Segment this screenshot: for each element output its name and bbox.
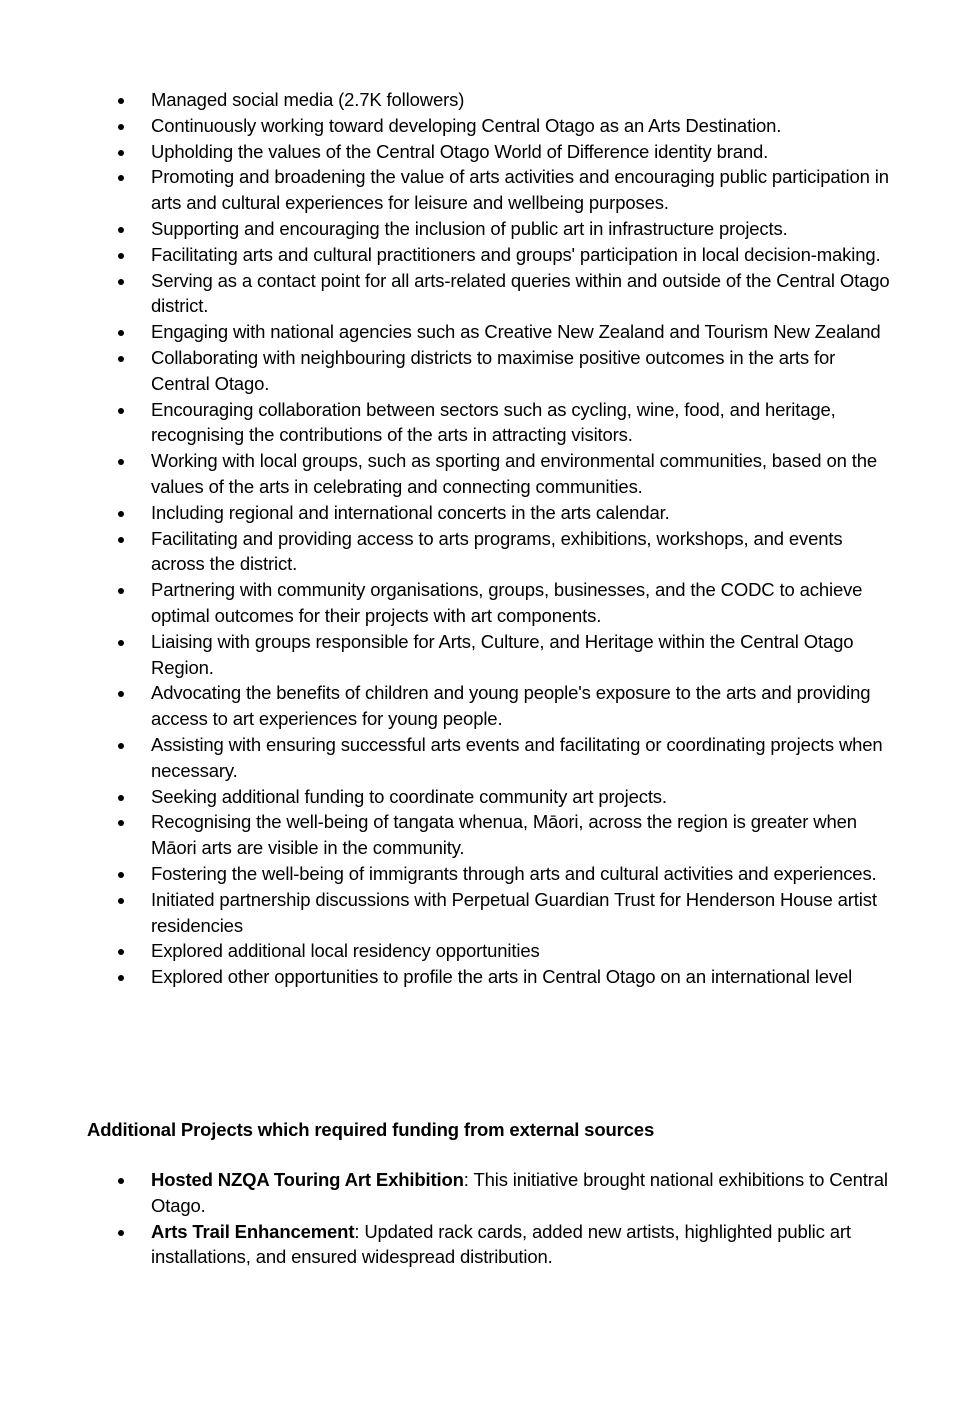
list-item-text: Serving as a contact point for all arts-related queries within and outside of the Central Otago district. xyxy=(151,269,890,317)
list-item xyxy=(116,500,896,526)
activities-list xyxy=(116,87,896,990)
bullet-icon xyxy=(118,150,124,156)
list-item xyxy=(116,526,896,578)
list-item xyxy=(116,964,896,990)
additional-projects-list xyxy=(116,1167,896,1270)
list-item xyxy=(116,680,896,732)
bullet-icon xyxy=(118,820,124,826)
list-item-text: Facilitating arts and cultural practitioners and groups' participation in local decision-making. xyxy=(151,243,881,265)
list-item-text: Encouraging collaboration between sectors such as cycling, wine, food, and heritage, recognising the contributions of the arts in attracting visitors. xyxy=(151,398,836,446)
list-item-text: Recognising the well-being of tangata whenua, Māori, across the region is greater when Māori arts are visible in the community. xyxy=(151,811,857,859)
bullet-icon xyxy=(118,175,124,181)
list-item-text: Facilitating and providing access to arts programs, exhibitions, workshops, and events across the district. xyxy=(151,527,843,575)
bullet-icon xyxy=(118,124,124,130)
list-item xyxy=(116,164,896,216)
bullet-icon xyxy=(118,795,124,801)
list-item-text: Engaging with national agencies such as Creative New Zealand and Tourism New Zealand xyxy=(151,321,881,343)
bullet-icon xyxy=(118,253,124,259)
project-description: : This initiative brought national exhibitions to Central Otago. xyxy=(151,1169,888,1216)
list-item xyxy=(116,216,896,242)
list-item xyxy=(116,345,896,397)
list-item-text: Assisting with ensuring successful arts events and facilitating or coordinating projects when necessary. xyxy=(151,733,883,781)
list-item xyxy=(116,784,896,810)
bullet-icon xyxy=(118,330,124,336)
list-item xyxy=(116,577,896,629)
bullet-icon xyxy=(118,408,124,414)
list-item xyxy=(116,861,896,887)
bullet-icon xyxy=(118,1178,124,1184)
bullet-icon xyxy=(118,98,124,104)
bullet-icon xyxy=(118,511,124,517)
list-item xyxy=(116,1167,896,1219)
list-item xyxy=(116,887,896,939)
list-item xyxy=(116,1219,896,1271)
project-title: Arts Trail Enhancement xyxy=(151,1220,355,1242)
list-item xyxy=(116,397,896,449)
list-item-text: Partnering with community organisations, groups, businesses, and the CODC to achieve optimal outcomes for their projects with art components. xyxy=(151,579,863,626)
list-item-text: Including regional and international concerts in the arts calendar. xyxy=(151,501,670,523)
bullet-icon xyxy=(118,743,124,749)
bullet-icon xyxy=(118,1230,124,1236)
list-item xyxy=(116,113,896,139)
project-title: Hosted NZQA Touring Art Exhibition xyxy=(151,1169,464,1190)
list-item xyxy=(116,629,896,681)
list-item xyxy=(116,448,896,500)
bullet-icon xyxy=(118,537,124,543)
list-item-text: Advocating the benefits of children and young people's exposure to the arts and providing access to art experiences for young people. xyxy=(151,682,871,730)
list-item-text: Collaborating with neighbouring districts to maximise positive outcomes in the arts for Central Otago. xyxy=(151,346,836,394)
bullet-icon xyxy=(118,949,124,955)
list-item-text: Managed social media (2.7K followers) xyxy=(151,89,465,110)
list-item-text: Working with local groups, such as sporting and environmental communities, based on the values of the arts in celebrating and connecting communities. xyxy=(151,450,877,497)
list-item xyxy=(116,87,896,113)
list-item-text: Continuously working toward developing Central Otago as an Arts Destination. xyxy=(151,114,782,136)
list-item xyxy=(116,242,896,268)
bullet-icon xyxy=(118,898,124,904)
list-item xyxy=(116,938,896,964)
bullet-icon xyxy=(118,691,124,697)
list-item xyxy=(116,319,896,345)
bullet-icon xyxy=(118,588,124,594)
bullet-icon xyxy=(118,872,124,878)
bullet-icon xyxy=(118,227,124,233)
list-item xyxy=(116,732,896,784)
section-heading: Additional Projects which required funding from external sources xyxy=(87,1119,655,1140)
list-item-text: Explored other opportunities to profile the arts in Central Otago on an international level xyxy=(151,966,853,988)
bullet-icon xyxy=(118,459,124,465)
bullet-icon xyxy=(118,975,124,981)
list-item-text: Upholding the values of the Central Otago World of Difference identity brand. xyxy=(151,140,769,162)
bullet-icon xyxy=(118,640,124,646)
project-description: : Updated rack cards, added new artists, highlighted public art installations, and ensured widespread distribution. xyxy=(151,1220,851,1268)
bullet-icon xyxy=(118,356,124,362)
list-item xyxy=(116,139,896,165)
bullet-icon xyxy=(118,279,124,285)
list-item-text: Promoting and broadening the value of arts activities and encouraging public participation in arts and cultural experiences for leisure and wellbeing purposes. xyxy=(151,166,889,214)
list-item-text: Supporting and encouraging the inclusion of public art in infrastructure projects. xyxy=(151,217,788,239)
list-item-text: Liaising with groups responsible for Arts, Culture, and Heritage within the Central Otago Region. xyxy=(151,630,854,678)
list-item-text: Explored additional local residency opportunities xyxy=(151,940,540,962)
list-item xyxy=(116,809,896,861)
list-item-text: Seeking additional funding to coordinate community art projects. xyxy=(151,785,667,807)
list-item-text: Initiated partnership discussions with Perpetual Guardian Trust for Henderson House artist residencies xyxy=(151,888,877,936)
list-item xyxy=(116,268,896,320)
list-item-text: Fostering the well-being of immigrants through arts and cultural activities and experiences. xyxy=(151,862,877,884)
